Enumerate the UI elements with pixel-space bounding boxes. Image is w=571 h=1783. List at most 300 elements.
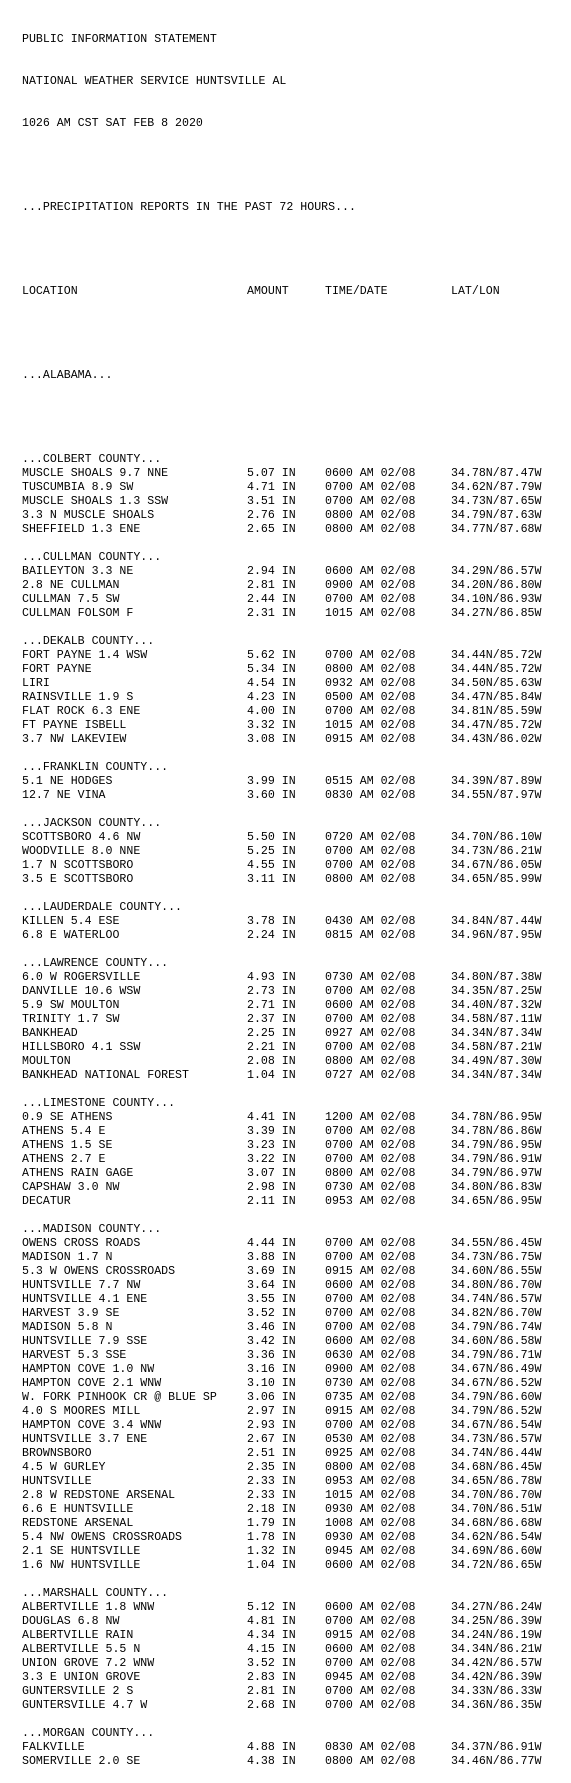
report-row	[22, 1363, 541, 1377]
report-location: LIRI	[22, 677, 50, 690]
report-location: TRINITY 1.7 SW	[22, 1013, 120, 1026]
report-row	[22, 1755, 541, 1769]
report-location: GUNTERSVILLE 2 S	[22, 1685, 134, 1698]
report-latlon: 34.78N/87.47W	[451, 467, 542, 480]
report-amount: 3.88 IN	[247, 1251, 296, 1264]
report-time: 0915 AM 02/08	[325, 1405, 416, 1418]
report-amount: 4.38 IN	[247, 1755, 296, 1768]
report-time: 0700 AM 02/08	[325, 481, 416, 494]
report-time: 0515 AM 02/08	[325, 775, 416, 788]
report-amount: 3.06 IN	[247, 1391, 296, 1404]
report-row	[22, 1531, 541, 1545]
report-location: 3.7 NW LAKEVIEW	[22, 733, 127, 746]
report-row	[22, 1419, 541, 1433]
report-latlon: 34.65N/85.99W	[451, 873, 542, 886]
report-time: 0927 AM 02/08	[325, 1027, 416, 1040]
report-latlon: 34.35N/87.25W	[451, 985, 542, 998]
blank-line	[22, 1083, 541, 1097]
report-time: 0630 AM 02/08	[325, 1349, 416, 1362]
report-time: 0945 AM 02/08	[325, 1545, 416, 1558]
report-location: 5.1 NE HODGES	[22, 775, 113, 788]
report-row	[22, 1125, 541, 1139]
blank-line	[22, 803, 541, 817]
report-time: 0700 AM 02/08	[325, 845, 416, 858]
report-time: 0730 AM 02/08	[325, 1181, 416, 1194]
blank-line	[22, 327, 541, 341]
report-latlon: 34.34N/87.34W	[451, 1069, 542, 1082]
report-amount: 2.51 IN	[247, 1447, 296, 1460]
report-amount: 1.79 IN	[247, 1517, 296, 1530]
report-row	[22, 999, 541, 1013]
report-time: 0700 AM 02/08	[325, 1615, 416, 1628]
report-location: HUNTSVILLE 7.7 NW	[22, 1279, 141, 1292]
report-row	[22, 1321, 541, 1335]
report-time: 0700 AM 02/08	[325, 705, 416, 718]
state-heading: ...ALABAMA...	[22, 369, 113, 382]
report-time: 0800 AM 02/08	[325, 873, 416, 886]
report-amount: 3.69 IN	[247, 1265, 296, 1278]
blank-line	[22, 411, 541, 425]
report-row	[22, 1559, 541, 1573]
report-time: 0700 AM 02/08	[325, 495, 416, 508]
report-location: 0.9 SE ATHENS	[22, 1111, 113, 1124]
report-row	[22, 565, 541, 579]
report-latlon: 34.79N/86.52W	[451, 1405, 542, 1418]
column-header-latlon: LAT/LON	[451, 285, 500, 298]
report-time: 0830 AM 02/08	[325, 789, 416, 802]
report-location: FLAT ROCK 6.3 ENE	[22, 705, 141, 718]
report-amount: 2.71 IN	[247, 999, 296, 1012]
report-latlon: 34.78N/86.86W	[451, 1125, 542, 1138]
report-time: 0600 AM 02/08	[325, 1335, 416, 1348]
report-amount: 3.64 IN	[247, 1279, 296, 1292]
report-latlon: 34.73N/86.75W	[451, 1251, 542, 1264]
report-location: 5.4 NW OWENS CROSSROADS	[22, 1531, 183, 1544]
report-latlon: 34.73N/86.21W	[451, 845, 542, 858]
report-location: W. FORK PINHOOK CR @ BLUE SP	[22, 1391, 217, 1404]
report-amount: 4.71 IN	[247, 481, 296, 494]
report-time: 0600 AM 02/08	[325, 1643, 416, 1656]
report-amount: 4.54 IN	[247, 677, 296, 690]
report-latlon: 34.82N/86.70W	[451, 1307, 542, 1320]
report-location: 1.7 N SCOTTSBORO	[22, 859, 134, 872]
report-row	[22, 1237, 541, 1251]
report-latlon: 34.42N/86.39W	[451, 1671, 542, 1684]
county-sections	[22, 453, 541, 1769]
report-location: CAPSHAW 3.0 NW	[22, 1181, 120, 1194]
report-time: 0700 AM 02/08	[325, 1251, 416, 1264]
report-amount: 3.11 IN	[247, 873, 296, 886]
report-latlon: 34.80N/86.83W	[451, 1181, 542, 1194]
report-location: HUNTSVILLE 4.1 ENE	[22, 1293, 148, 1306]
report-location: ATHENS 1.5 SE	[22, 1139, 113, 1152]
report-row	[22, 845, 541, 859]
report-time: 0600 AM 02/08	[325, 1279, 416, 1292]
report-row	[22, 1699, 541, 1713]
report-latlon: 34.96N/87.95W	[451, 929, 542, 942]
report-location: 2.8 W REDSTONE ARSENAL	[22, 1489, 176, 1502]
report-time: 0600 AM 02/08	[325, 1601, 416, 1614]
report-location: KILLEN 5.4 ESE	[22, 915, 120, 928]
report-time: 0700 AM 02/08	[325, 1419, 416, 1432]
report-latlon: 34.55N/87.97W	[451, 789, 542, 802]
report-location: 3.3 E UNION GROVE	[22, 1671, 141, 1684]
report-location: CULLMAN 7.5 SW	[22, 593, 120, 606]
report-location: 1.6 NW HUNTSVILLE	[22, 1559, 141, 1572]
report-location: SCOTTSBORO 4.6 NW	[22, 831, 141, 844]
report-time: 0800 AM 02/08	[325, 663, 416, 676]
report-row	[22, 1279, 541, 1293]
report-row	[22, 1405, 541, 1419]
county-heading: ...MARSHALL COUNTY...	[22, 1587, 169, 1600]
report-time: 0700 AM 02/08	[325, 1041, 416, 1054]
report-time: 0600 AM 02/08	[325, 467, 416, 480]
report-amount: 3.07 IN	[247, 1167, 296, 1180]
report-time: 0720 AM 02/08	[325, 831, 416, 844]
report-amount: 2.33 IN	[247, 1475, 296, 1488]
report-amount: 3.10 IN	[247, 1377, 296, 1390]
report-latlon: 34.67N/86.49W	[451, 1363, 542, 1376]
county-heading: ...JACKSON COUNTY...	[22, 817, 162, 830]
report-time: 0800 AM 02/08	[325, 1055, 416, 1068]
report-row	[22, 789, 541, 803]
report-row	[22, 929, 541, 943]
report-latlon: 34.44N/85.72W	[451, 649, 542, 662]
report-latlon: 34.34N/86.21W	[451, 1643, 542, 1656]
report-row	[22, 1391, 541, 1405]
report-amount: 4.88 IN	[247, 1741, 296, 1754]
report-latlon: 34.67N/86.54W	[451, 1419, 542, 1432]
report-time: 0800 AM 02/08	[325, 1461, 416, 1474]
report-location: DOUGLAS 6.8 NW	[22, 1615, 120, 1628]
report-row	[22, 719, 541, 733]
report-amount: 1.32 IN	[247, 1545, 296, 1558]
report-latlon: 34.79N/86.95W	[451, 1139, 542, 1152]
report-row	[22, 1685, 541, 1699]
report-amount: 1.04 IN	[247, 1069, 296, 1082]
report-latlon: 34.47N/85.84W	[451, 691, 542, 704]
report-row	[22, 1111, 541, 1125]
report-row	[22, 1307, 541, 1321]
report-location: 5.9 SW MOULTON	[22, 999, 120, 1012]
report-location: BANKHEAD	[22, 1027, 78, 1040]
report-row	[22, 859, 541, 873]
report-amount: 2.37 IN	[247, 1013, 296, 1026]
report-time: 1200 AM 02/08	[325, 1111, 416, 1124]
report-location: GUNTERSVILLE 4.7 W	[22, 1699, 148, 1712]
precipitation-statement	[22, 5, 541, 1783]
report-time: 0700 AM 02/08	[325, 1237, 416, 1250]
report-location: HARVEST 3.9 SE	[22, 1307, 120, 1320]
report-location: MADISON 5.8 N	[22, 1321, 113, 1334]
report-time: 1008 AM 02/08	[325, 1517, 416, 1530]
report-row	[22, 1055, 541, 1069]
report-row	[22, 1293, 541, 1307]
report-row	[22, 733, 541, 747]
report-time: 0530 AM 02/08	[325, 1433, 416, 1446]
report-location: HUNTSVILLE 7.9 SSE	[22, 1335, 148, 1348]
report-row	[22, 1447, 541, 1461]
report-time: 0700 AM 02/08	[325, 1139, 416, 1152]
report-latlon: 34.67N/86.05W	[451, 859, 542, 872]
blank-line	[22, 887, 541, 901]
blank-line	[22, 943, 541, 957]
report-amount: 5.25 IN	[247, 845, 296, 858]
report-latlon: 34.62N/87.79W	[451, 481, 542, 494]
report-amount: 2.68 IN	[247, 1699, 296, 1712]
report-location: ALBERTVILLE RAIN	[22, 1629, 134, 1642]
report-time: 0915 AM 02/08	[325, 733, 416, 746]
report-amount: 5.12 IN	[247, 1601, 296, 1614]
report-amount: 2.97 IN	[247, 1405, 296, 1418]
report-row	[22, 1629, 541, 1643]
report-location: 4.0 S MOORES MILL	[22, 1405, 141, 1418]
report-time: 0915 AM 02/08	[325, 1265, 416, 1278]
report-latlon: 34.24N/86.19W	[451, 1629, 542, 1642]
blank-line	[22, 243, 541, 257]
report-location: HAMPTON COVE 1.0 NW	[22, 1363, 155, 1376]
report-amount: 2.76 IN	[247, 509, 296, 522]
report-latlon: 34.69N/86.60W	[451, 1545, 542, 1558]
report-latlon: 34.60N/86.55W	[451, 1265, 542, 1278]
county-heading: ...COLBERT COUNTY...	[22, 453, 162, 466]
report-latlon: 34.27N/86.24W	[451, 1601, 542, 1614]
report-amount: 2.18 IN	[247, 1503, 296, 1516]
report-location: HAMPTON COVE 2.1 WNW	[22, 1377, 162, 1390]
report-amount: 3.46 IN	[247, 1321, 296, 1334]
report-row	[22, 985, 541, 999]
report-amount: 2.83 IN	[247, 1671, 296, 1684]
report-time: 1015 AM 02/08	[325, 607, 416, 620]
report-row	[22, 467, 541, 481]
report-row	[22, 1027, 541, 1041]
report-latlon: 34.70N/86.51W	[451, 1503, 542, 1516]
report-latlon: 34.60N/86.58W	[451, 1335, 542, 1348]
report-amount: 3.78 IN	[247, 915, 296, 928]
report-amount: 3.16 IN	[247, 1363, 296, 1376]
report-row	[22, 705, 541, 719]
report-latlon: 34.79N/86.71W	[451, 1349, 542, 1362]
report-amount: 4.34 IN	[247, 1629, 296, 1642]
column-header-amount: AMOUNT	[247, 285, 289, 298]
report-latlon: 34.79N/86.97W	[451, 1167, 542, 1180]
report-location: MUSCLE SHOALS 9.7 NNE	[22, 467, 169, 480]
report-location: SOMERVILLE 2.0 SE	[22, 1755, 141, 1768]
report-time: 0815 AM 02/08	[325, 929, 416, 942]
report-latlon: 34.40N/87.32W	[451, 999, 542, 1012]
report-latlon: 34.49N/87.30W	[451, 1055, 542, 1068]
report-location: CULLMAN FOLSOM F	[22, 607, 134, 620]
report-latlon: 34.42N/86.57W	[451, 1657, 542, 1670]
report-row	[22, 607, 541, 621]
column-header-time: TIME/DATE	[325, 285, 388, 298]
report-amount: 3.55 IN	[247, 1293, 296, 1306]
header-issued: 1026 AM CST SAT FEB 8 2020	[22, 117, 203, 130]
blank-line	[22, 537, 541, 551]
report-time: 0430 AM 02/08	[325, 915, 416, 928]
report-row	[22, 1601, 541, 1615]
report-time: 0700 AM 02/08	[325, 1307, 416, 1320]
county-heading: ...MADISON COUNTY...	[22, 1223, 162, 1236]
report-location: 6.0 W ROGERSVILLE	[22, 971, 141, 984]
report-row	[22, 971, 541, 985]
report-amount: 2.81 IN	[247, 1685, 296, 1698]
report-location: WOODVILLE 8.0 NNE	[22, 845, 141, 858]
report-time: 0800 AM 02/08	[325, 523, 416, 536]
report-amount: 2.93 IN	[247, 1419, 296, 1432]
report-amount: 2.94 IN	[247, 565, 296, 578]
report-latlon: 34.80N/87.38W	[451, 971, 542, 984]
report-amount: 3.60 IN	[247, 789, 296, 802]
report-latlon: 34.79N/86.74W	[451, 1321, 542, 1334]
report-row	[22, 1069, 541, 1083]
report-latlon: 34.80N/86.70W	[451, 1279, 542, 1292]
blank-line	[22, 1573, 541, 1587]
report-amount: 3.99 IN	[247, 775, 296, 788]
report-time: 0730 AM 02/08	[325, 1377, 416, 1390]
report-row	[22, 873, 541, 887]
report-amount: 3.32 IN	[247, 719, 296, 732]
report-latlon: 34.50N/85.63W	[451, 677, 542, 690]
report-row	[22, 1657, 541, 1671]
report-time: 0800 AM 02/08	[325, 1167, 416, 1180]
report-time: 0700 AM 02/08	[325, 1657, 416, 1670]
report-row	[22, 1615, 541, 1629]
report-amount: 2.65 IN	[247, 523, 296, 536]
report-row	[22, 1167, 541, 1181]
report-location: OWENS CROSS ROADS	[22, 1237, 141, 1250]
report-time: 0900 AM 02/08	[325, 579, 416, 592]
report-location: MOULTON	[22, 1055, 71, 1068]
report-row	[22, 1265, 541, 1279]
report-amount: 2.73 IN	[247, 985, 296, 998]
report-latlon: 34.72N/86.65W	[451, 1559, 542, 1572]
report-latlon: 34.65N/86.95W	[451, 1195, 542, 1208]
report-amount: 3.08 IN	[247, 733, 296, 746]
report-row	[22, 1153, 541, 1167]
report-location: BROWNSBORO	[22, 1447, 92, 1460]
report-row	[22, 1041, 541, 1055]
report-latlon: 34.74N/86.44W	[451, 1447, 542, 1460]
report-location: REDSTONE ARSENAL	[22, 1517, 134, 1530]
report-row	[22, 1643, 541, 1657]
report-amount: 2.98 IN	[247, 1181, 296, 1194]
report-row	[22, 831, 541, 845]
report-latlon: 34.68N/86.45W	[451, 1461, 542, 1474]
report-time: 0930 AM 02/08	[325, 1531, 416, 1544]
blank-line	[22, 747, 541, 761]
report-amount: 1.78 IN	[247, 1531, 296, 1544]
report-time: 0953 AM 02/08	[325, 1195, 416, 1208]
report-latlon: 34.47N/85.72W	[451, 719, 542, 732]
report-time: 0735 AM 02/08	[325, 1391, 416, 1404]
report-amount: 3.39 IN	[247, 1125, 296, 1138]
report-row	[22, 1433, 541, 1447]
report-location: MADISON 1.7 N	[22, 1251, 113, 1264]
column-header-row	[22, 285, 541, 299]
report-time: 0700 AM 02/08	[325, 1013, 416, 1026]
report-amount: 4.00 IN	[247, 705, 296, 718]
report-location: ATHENS RAIN GAGE	[22, 1167, 134, 1180]
report-location: HARVEST 5.3 SSE	[22, 1349, 127, 1362]
report-row	[22, 775, 541, 789]
report-amount: 4.23 IN	[247, 691, 296, 704]
report-row	[22, 915, 541, 929]
report-row	[22, 1377, 541, 1391]
report-row	[22, 1741, 541, 1755]
report-amount: 2.33 IN	[247, 1489, 296, 1502]
county-heading: ...CULLMAN COUNTY...	[22, 551, 162, 564]
report-latlon: 34.44N/85.72W	[451, 663, 542, 676]
report-amount: 4.55 IN	[247, 859, 296, 872]
report-latlon: 34.81N/85.59W	[451, 705, 542, 718]
report-location: ATHENS 2.7 E	[22, 1153, 106, 1166]
report-time: 0700 AM 02/08	[325, 649, 416, 662]
report-time: 0700 AM 02/08	[325, 985, 416, 998]
report-time: 0600 AM 02/08	[325, 565, 416, 578]
blank-line	[22, 159, 541, 173]
county-heading: ...LAWRENCE COUNTY...	[22, 957, 169, 970]
report-amount: 3.52 IN	[247, 1657, 296, 1670]
report-location: MUSCLE SHOALS 1.3 SSW	[22, 495, 169, 508]
report-time: 0900 AM 02/08	[325, 1363, 416, 1376]
report-time: 0915 AM 02/08	[325, 1629, 416, 1642]
report-location: ATHENS 5.4 E	[22, 1125, 106, 1138]
report-location: 4.5 W GURLEY	[22, 1461, 106, 1474]
report-row	[22, 1181, 541, 1195]
report-amount: 4.44 IN	[247, 1237, 296, 1250]
report-latlon: 34.70N/86.70W	[451, 1489, 542, 1502]
report-latlon: 34.37N/86.91W	[451, 1741, 542, 1754]
report-location: FORT PAYNE 1.4 WSW	[22, 649, 148, 662]
report-time: 0730 AM 02/08	[325, 971, 416, 984]
report-row	[22, 1489, 541, 1503]
report-location: 6.6 E HUNTSVILLE	[22, 1503, 134, 1516]
report-location: SHEFFIELD 1.3 ENE	[22, 523, 141, 536]
report-location: ALBERTVILLE 5.5 N	[22, 1643, 141, 1656]
report-row	[22, 1671, 541, 1685]
report-latlon: 34.36N/86.35W	[451, 1699, 542, 1712]
report-amount: 2.11 IN	[247, 1195, 296, 1208]
report-latlon: 34.73N/87.65W	[451, 495, 542, 508]
report-time: 0700 AM 02/08	[325, 859, 416, 872]
report-latlon: 34.46N/86.77W	[451, 1755, 542, 1768]
report-latlon: 34.39N/87.89W	[451, 775, 542, 788]
report-time: 0600 AM 02/08	[325, 999, 416, 1012]
report-time: 1015 AM 02/08	[325, 719, 416, 732]
report-amount: 2.08 IN	[247, 1055, 296, 1068]
header-title: PUBLIC INFORMATION STATEMENT	[22, 33, 217, 46]
report-row	[22, 481, 541, 495]
blank-line	[22, 621, 541, 635]
report-latlon: 34.62N/86.54W	[451, 1531, 542, 1544]
blank-line	[22, 1713, 541, 1727]
report-location: 2.8 NE CULLMAN	[22, 579, 120, 592]
report-amount: 2.44 IN	[247, 593, 296, 606]
report-location: UNION GROVE 7.2 WNW	[22, 1657, 155, 1670]
report-amount: 3.52 IN	[247, 1307, 296, 1320]
report-latlon: 34.58N/87.21W	[451, 1041, 542, 1054]
report-latlon: 34.43N/86.02W	[451, 733, 542, 746]
report-row	[22, 1349, 541, 1363]
report-time: 0700 AM 02/08	[325, 1321, 416, 1334]
report-location: FALKVILLE	[22, 1741, 85, 1754]
report-amount: 5.34 IN	[247, 663, 296, 676]
report-latlon: 34.78N/86.95W	[451, 1111, 542, 1124]
report-location: 6.8 E WATERLOO	[22, 929, 120, 942]
county-heading: ...LIMESTONE COUNTY...	[22, 1097, 176, 1110]
report-row	[22, 593, 541, 607]
